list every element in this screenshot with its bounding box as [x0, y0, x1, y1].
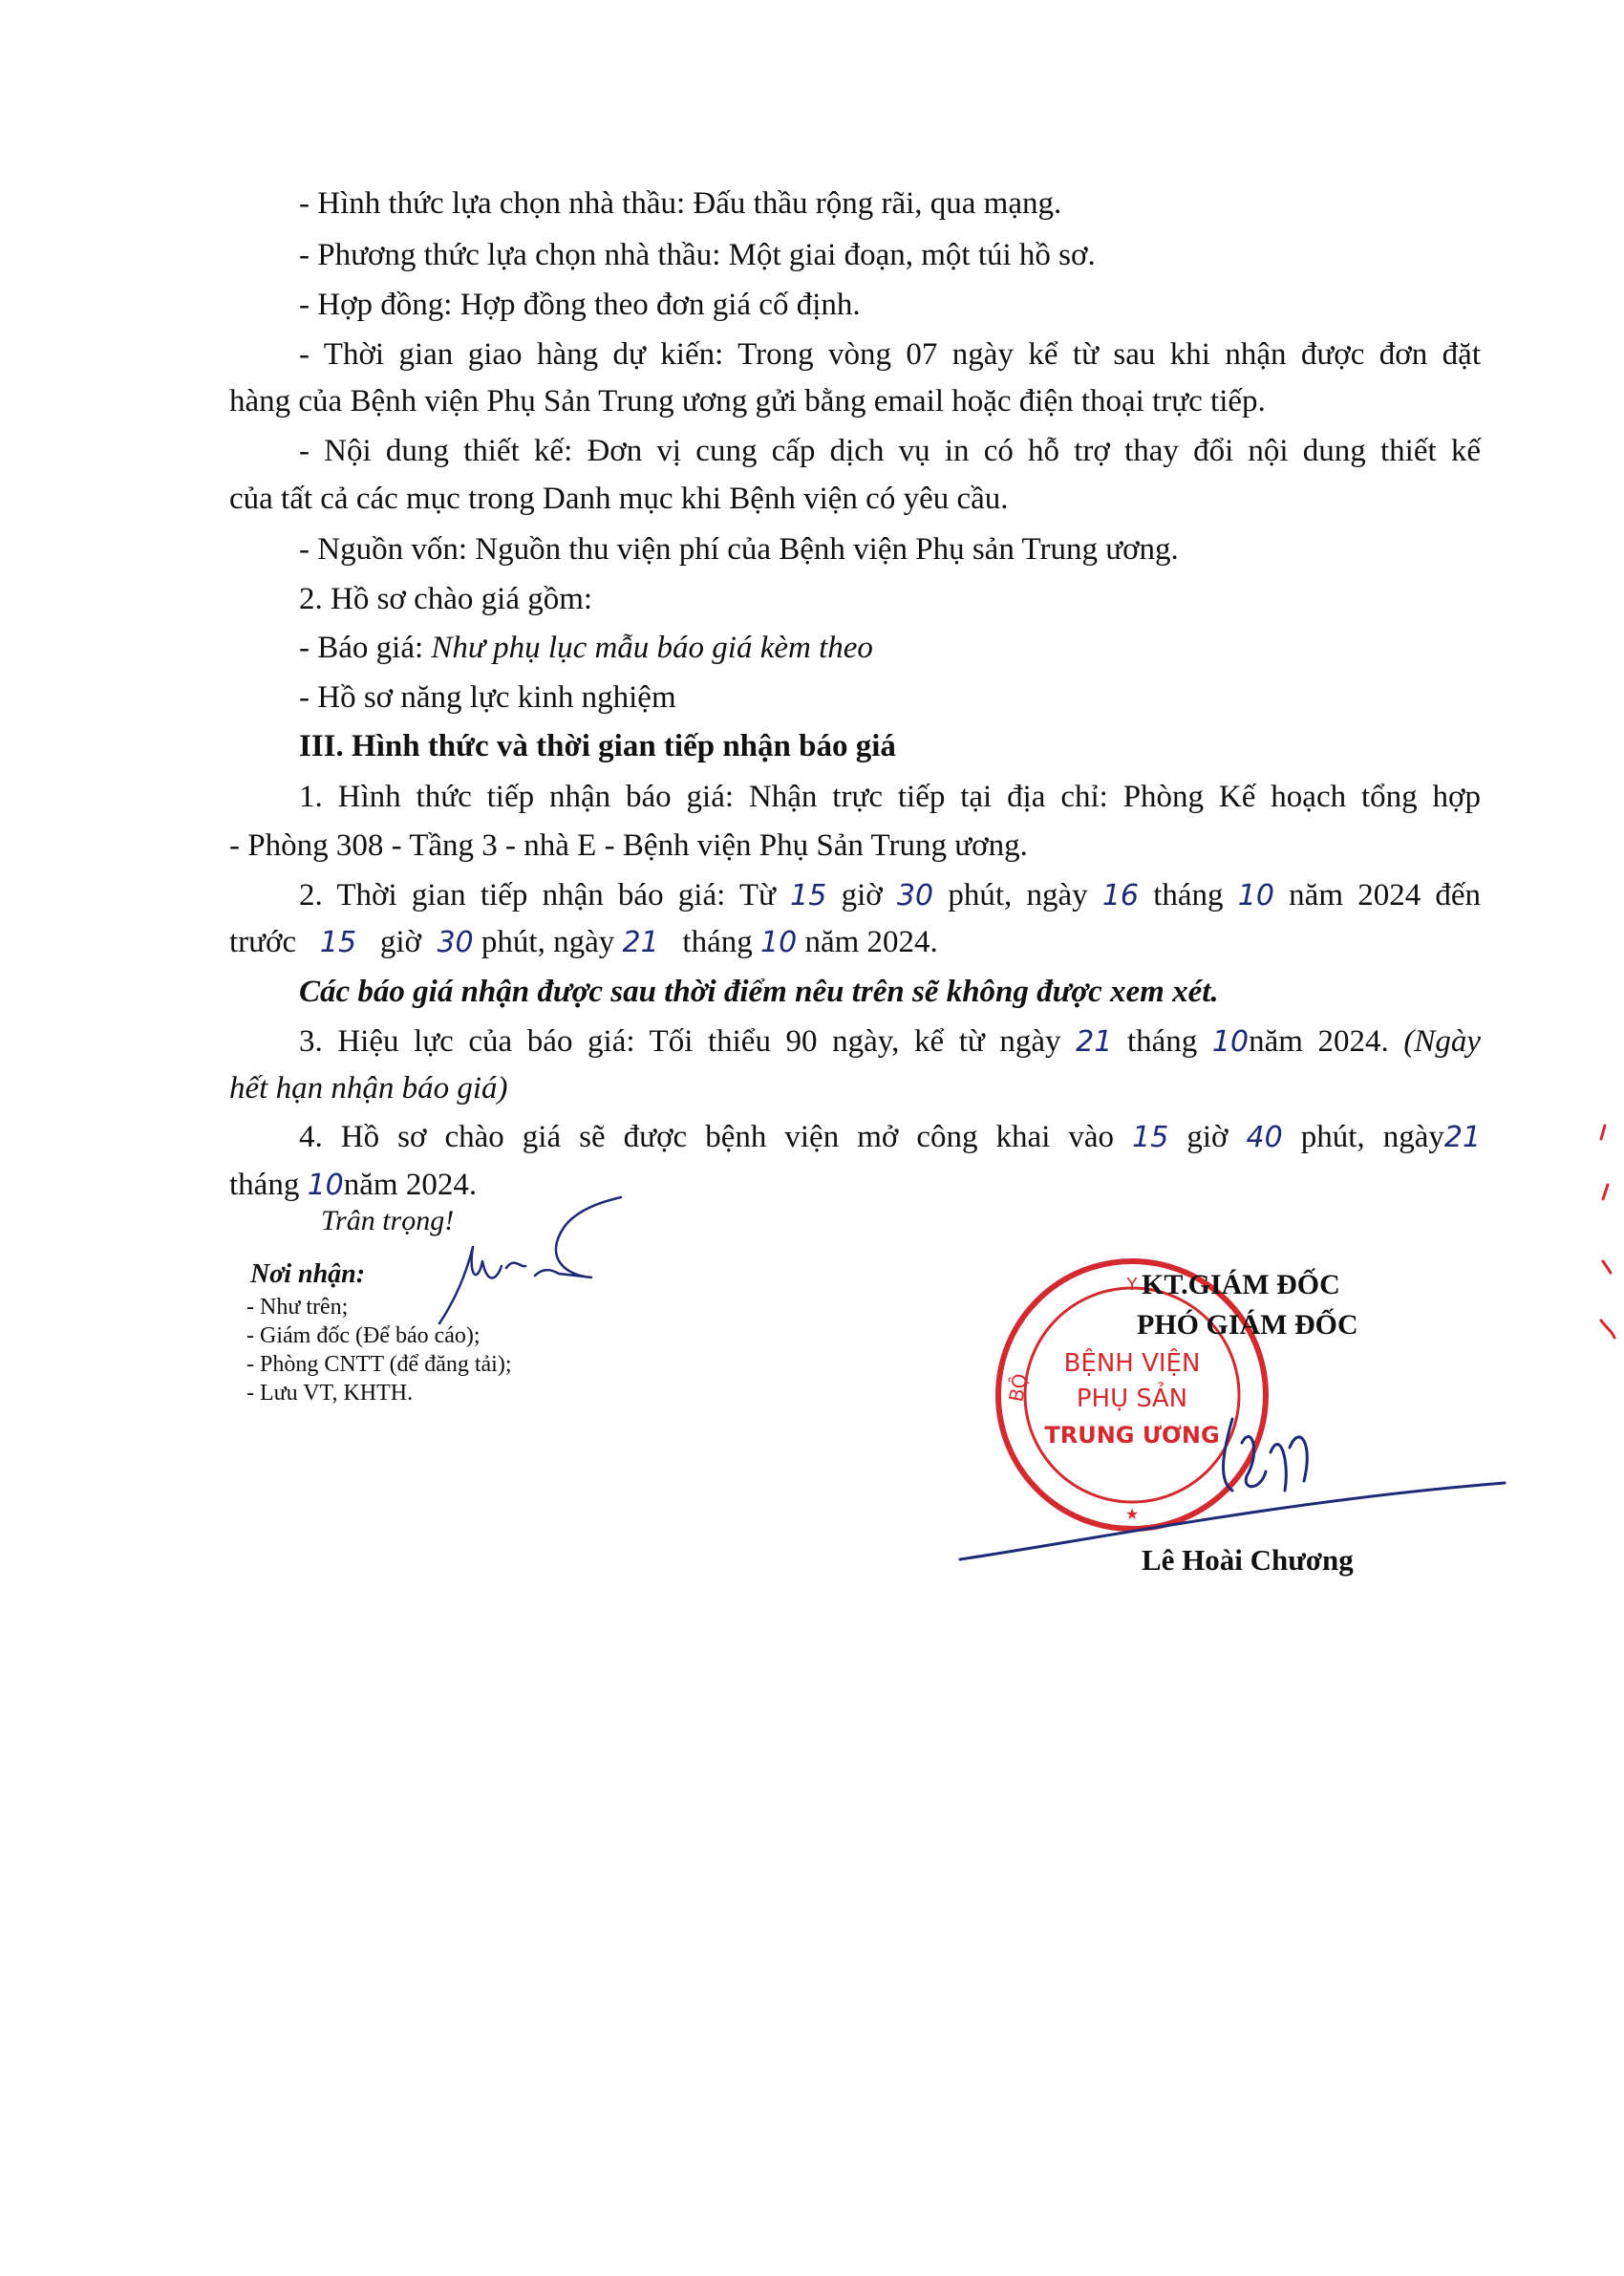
month-word: tháng [1153, 878, 1224, 913]
year-words: năm 2024 đến [1289, 878, 1482, 913]
year-words: năm 2024. [1249, 1024, 1389, 1059]
handwritten-month: 10 [1211, 1025, 1250, 1059]
initials-signature [401, 1190, 630, 1333]
margin-red-marks [1593, 1118, 1618, 1347]
recipients-title: Nơi nhận: [250, 1259, 366, 1289]
handwritten-minute: 30 [437, 926, 474, 959]
text-line-funding-source: - Nguồn vốn: Nguồn thu viện phí của Bệnh viện Phụ sản Trung ương. [299, 532, 1179, 567]
before-word: trước [229, 925, 297, 959]
text-line-late-notice: Các báo giá nhận được sau thời điểm nêu trên sẽ không được xem xét. [299, 975, 1219, 1009]
handwritten-day: 21 [1443, 1121, 1482, 1154]
minute-day-words: phút, ngày [481, 925, 615, 959]
handwritten-minute: 40 [1246, 1121, 1283, 1154]
handwritten-hour: 15 [790, 879, 827, 913]
month-word: tháng [1126, 1024, 1198, 1059]
year-words: năm 2024. [804, 925, 938, 959]
text-line-design-content: - Nội dung thiết kế: Đơn vị cung cấp dịch vụ in có hỗ trợ thay đổi nội dung thiết kế [299, 434, 1481, 468]
text-line-selection-form: - Hình thức lựa chọn nhà thầu: Đấu thầu rộng rãi, qua mạng. [299, 186, 1062, 221]
minute-day-words: phút, ngày [948, 878, 1088, 913]
text-line-design-content-cont: của tất cả các mục trong Danh mục khi Bệnh viện có yêu cầu. [229, 482, 1009, 516]
year-words: năm 2024. [343, 1168, 478, 1202]
text-line-receipt-deadline [229, 921, 1481, 964]
stamp-star-icon: ★ [1124, 1505, 1140, 1523]
stamp-line-obstetrics: PHỤ SẢN [1076, 1385, 1188, 1413]
handwritten-minute: 30 [896, 879, 934, 913]
handwritten-month: 10 [1237, 879, 1274, 913]
text-line-validity-note: hết hạn nhận báo giá) [229, 1071, 508, 1106]
signer-name: Lê Hoài Chương [1142, 1543, 1354, 1577]
text-line-delivery-time: - Thời gian giao hàng dự kiến: Trong vòng 07 ngày kể từ sau khi nhận được đơn đặt [299, 337, 1481, 372]
receipt-time-label: 2. Thời gian tiếp nhận báo giá: Từ [299, 878, 776, 913]
section-heading-iii: III. Hình thức và thời gian tiếp nhận báo giá [299, 729, 896, 763]
text-line-receipt-time [299, 874, 1481, 917]
hour-word: giờ [379, 925, 421, 959]
stamp-line-hospital: BỆNH VIỆN [1063, 1349, 1201, 1378]
month-word: tháng [229, 1168, 300, 1202]
opening-label: 4. Hồ sơ chào giá sẽ được bệnh viện mở công khai vào [299, 1120, 1115, 1154]
recipient-item: - Phòng CNTT (để đăng tải); [246, 1352, 512, 1377]
text-line-opening [299, 1116, 1481, 1159]
minute-day-words: phút, ngày [1300, 1120, 1444, 1154]
text-line-quote [299, 627, 1550, 669]
handwritten-day: 21 [1076, 1025, 1113, 1059]
text-line-contract: - Hợp đồng: Hợp đồng theo đơn giá cố định. [299, 288, 861, 322]
closing-regards: Trân trọng! [321, 1205, 455, 1236]
text-line-delivery-time-cont: hàng của Bệnh viện Phụ Sản Trung ương gửi bằng email hoặc điện thoại trực tiếp. [229, 384, 1266, 419]
handwritten-day: 21 [622, 926, 659, 959]
text-line-receipt-address: - Phòng 308 - Tầng 3 - nhà E - Bệnh viện Phụ Sản Trung ương. [229, 828, 1028, 863]
handwritten-month: 10 [760, 926, 798, 959]
hour-word: giờ [1186, 1120, 1229, 1154]
stamp-ring-top: Y [1126, 1275, 1138, 1295]
handwritten-hour: 15 [1132, 1121, 1169, 1154]
stamp-ring-left: BỘ [1004, 1371, 1033, 1404]
stamp-line-central: TRUNG ƯƠNG [1044, 1422, 1220, 1449]
hour-word: giờ [841, 878, 883, 913]
text-line-validity [299, 1020, 1481, 1063]
signer-title-secondary: PHÓ GIÁM ĐỐC [1137, 1309, 1358, 1341]
quote-label: - Báo giá: [299, 631, 432, 665]
text-line-quote-docs: 2. Hồ sơ chào giá gồm: [299, 582, 593, 616]
text-line-receipt-form: 1. Hình thức tiếp nhận báo giá: Nhận trực tiếp tại địa chỉ: Phòng Kế hoạch tổng hợp [299, 780, 1481, 814]
recipient-item: - Như trên; [246, 1295, 349, 1320]
handwritten-hour: 15 [319, 926, 357, 959]
quote-appendix-note: Như phụ lục mẫu báo giá kèm theo [431, 631, 873, 665]
validity-note-start: (Ngày [1403, 1024, 1482, 1059]
text-line-selection-method: - Phương thức lựa chọn nhà thầu: Một giai đoạn, một túi hồ sơ. [299, 238, 1096, 272]
text-line-capability-docs: - Hồ sơ năng lực kinh nghiệm [299, 680, 676, 715]
recipient-item: - Lưu VT, KHTH. [246, 1381, 414, 1406]
validity-label: 3. Hiệu lực của báo giá: Tối thiểu 90 ngày, kể từ ngày [299, 1024, 1061, 1059]
handwritten-day: 16 [1101, 879, 1139, 913]
signer-title-primary: KT.GIÁM ĐỐC [1142, 1269, 1340, 1300]
recipient-item: - Giám đốc (Để báo cáo); [246, 1323, 481, 1348]
handwritten-month: 10 [307, 1169, 344, 1202]
month-word: tháng [682, 925, 753, 959]
